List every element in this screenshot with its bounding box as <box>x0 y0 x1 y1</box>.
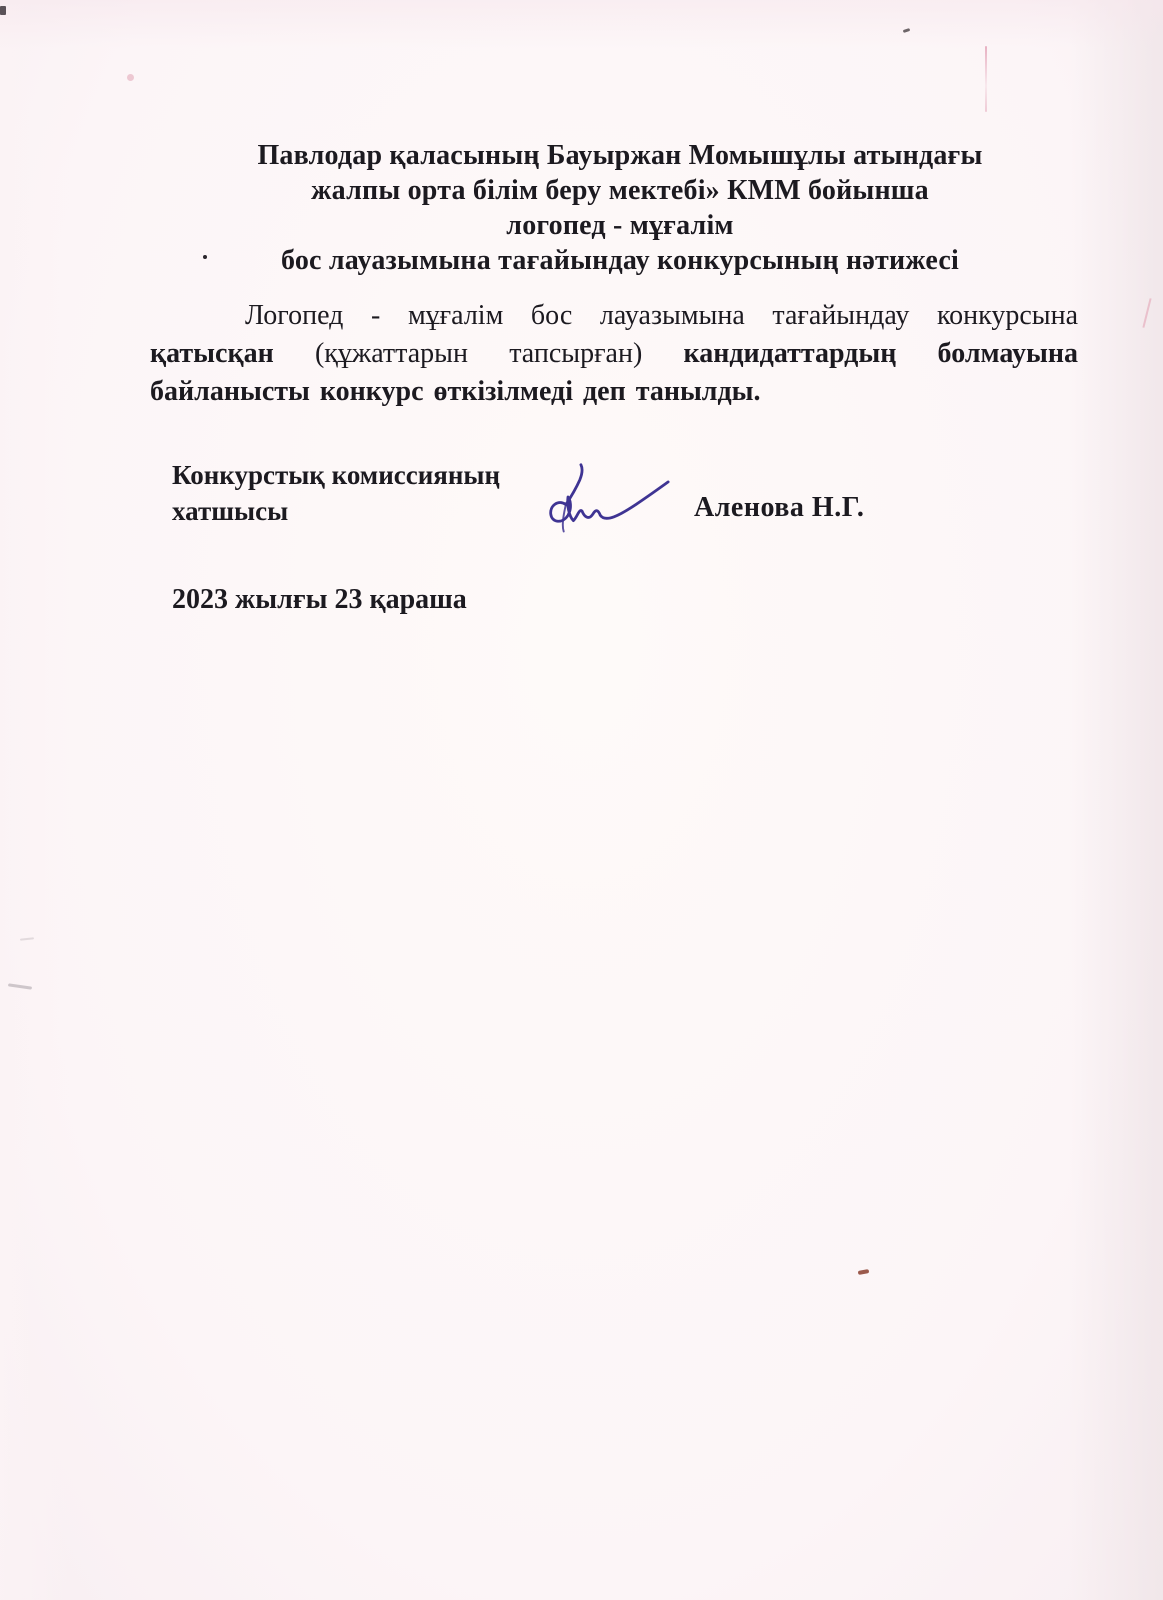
scan-artifact-tick <box>903 28 911 33</box>
signature-role-label <box>172 457 500 529</box>
body-text-regular: (құжаттарын тапсырған) <box>273 338 684 369</box>
body-paragraph <box>150 297 1078 411</box>
title-line-3: логопед - мұғалім <box>506 210 734 241</box>
scan-artifact-left-squiggle <box>8 983 32 989</box>
title-line-4: бос лауазымына тағайындау конкурсының нәтижесі <box>280 245 959 276</box>
scan-artifact-pink-streak <box>985 46 987 112</box>
scan-artifact-pink-line <box>1142 298 1151 328</box>
signature-role-line-1: Конкурстық комиссияның <box>172 460 501 490</box>
signature-role-line-2: хатшысы <box>172 496 289 526</box>
scan-artifact-corner-speck <box>0 6 6 15</box>
handwritten-signature-ink <box>540 452 680 542</box>
body-text-bold: кандидаттардың болмауына байланысты конкурс өткізілмеді деп танылды. <box>150 338 1078 407</box>
signature-stroke <box>551 465 668 522</box>
scan-artifact-pink-dot <box>127 74 134 81</box>
title-line-2: жалпы орта білім беру мектебі» КММ бойынша <box>311 175 929 206</box>
scan-artifact-left-squiggle <box>20 937 34 940</box>
body-text-bold: қатысқан <box>150 338 274 369</box>
signatory-name: Аленова Н.Г. <box>694 492 865 523</box>
scan-artifact-red-dash <box>858 1269 870 1275</box>
document-title <box>150 138 1090 278</box>
title-line-1: Павлодар қаласының Бауыржан Момышұлы атындағы <box>257 140 983 171</box>
document-date: 2023 жылғы 23 қараша <box>172 584 467 615</box>
body-text-regular: Логопед - мұғалім бос лауазымына тағайындау конкурсына <box>245 300 1078 331</box>
